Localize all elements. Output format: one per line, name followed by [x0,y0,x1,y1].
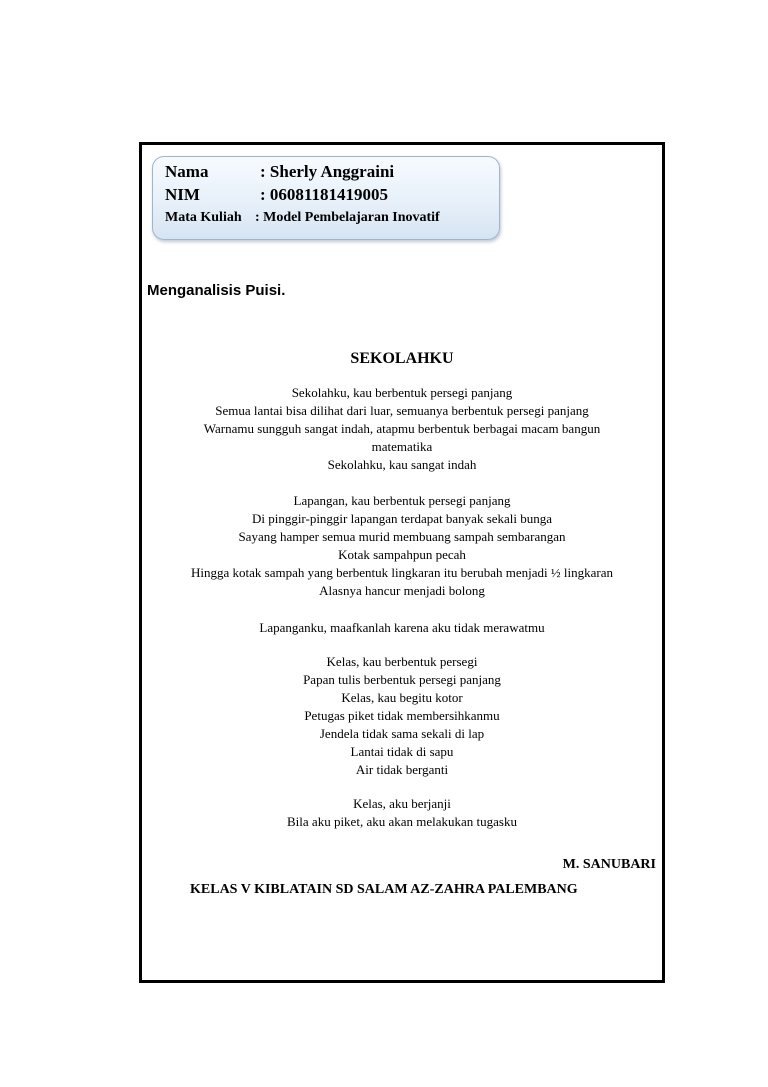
poem-line: matematika [371,439,433,454]
course-row [165,210,440,226]
poem-line: Warnamu sungguh sangat indah, atapmu berbentuk berbagai macam bangun [203,421,601,436]
name-label: Nama [165,162,209,181]
school-line: KELAS V KIBLATAIN SD SALAM AZ-ZAHRA PALEMBANG [190,882,578,897]
author-name: M. SANUBARI [562,857,656,872]
section-heading: Menganalisis Puisi. [147,282,286,299]
poem-line: Kelas, kau begitu kotor [341,690,463,705]
identity-box [152,156,500,240]
name-value: : Sherly Anggraini [260,162,395,181]
nim-value: : 06081181419005 [260,185,388,204]
nim-row [165,185,388,205]
poem-line: Lapanganku, maafkanlah karena aku tidak merawatmu [259,620,545,635]
poem-line: Sekolahku, kau berbentuk persegi panjang [291,385,513,400]
course-value: : Model Pembelajaran Inovatif [255,210,440,225]
poem-stanza-3 [142,619,662,637]
poem-line: Petugas piket tidak membersihkanmu [304,708,500,723]
poem-stanza-4 [142,653,662,779]
poem-line: Kelas, aku berjanji [353,796,451,811]
poem-line: Sekolahku, kau sangat indah [327,457,477,472]
poem-line: Lantai tidak di sapu [350,744,454,759]
poem-line: Lapangan, kau berbentuk persegi panjang [293,493,511,508]
poem-line: Kotak sampahpun pecah [338,547,466,562]
poem-line: Jendela tidak sama sekali di lap [319,726,485,741]
poem-line: Di pinggir-pinggir lapangan terdapat banyak sekali bunga [251,511,553,526]
poem-title: SEKOLAHKU [350,350,454,367]
name-row [165,162,394,182]
poem-line: Papan tulis berbentuk persegi panjang [303,672,501,687]
poem-line: Semua lantai bisa dilihat dari luar, semuanya berbentuk persegi panjang [215,403,589,418]
nim-label: NIM [165,185,200,204]
poem-line: Bila aku piket, aku akan melakukan tugasku [287,814,517,829]
poem-line: Hingga kotak sampah yang berbentuk lingkaran itu berubah menjadi ½ lingkaran [190,565,614,580]
poem-line: Sayang hamper semua murid membuang sampah sembarangan [238,529,566,544]
poem-line: Air tidak berganti [355,762,449,777]
poem-stanza-2 [142,492,662,600]
poem-line: Alasnya hancur menjadi bolong [319,583,485,598]
course-label: Mata Kuliah [165,210,242,225]
poem-stanza-1 [142,384,662,474]
poem-stanza-5 [142,795,662,831]
poem-line: Kelas, kau berbentuk persegi [326,654,478,669]
